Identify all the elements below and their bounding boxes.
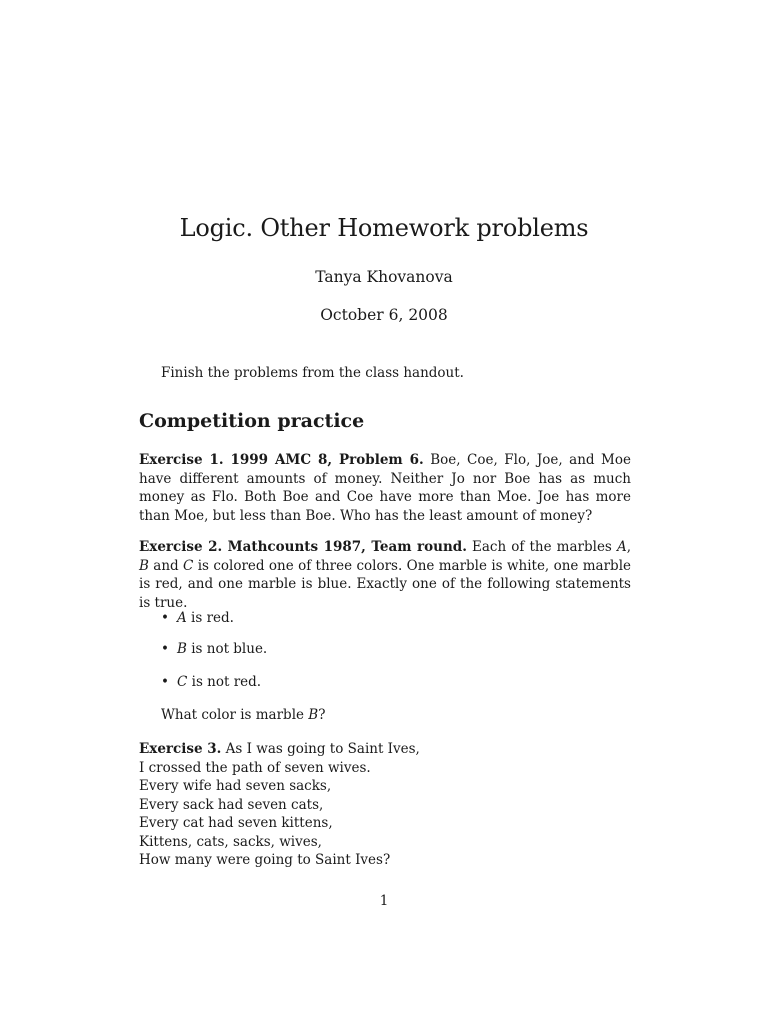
- exercise-2-text-c: and: [148, 557, 184, 574]
- section-heading: Competition practice: [139, 410, 365, 432]
- bullet-icon: •: [161, 610, 169, 626]
- bullet-text: is not red.: [187, 674, 262, 690]
- exercise-3: [139, 740, 420, 870]
- document-date: October 6, 2008: [320, 306, 448, 324]
- exercise-2-var-a: A: [616, 539, 627, 555]
- poem-line: Kittens, cats, sacks, wives,: [139, 833, 322, 850]
- bullet-var: C: [177, 674, 188, 690]
- exercise-2-var-b: B: [139, 557, 149, 574]
- exercise-1-label: Exercise 1. 1999 AMC 8, Problem 6.: [139, 452, 424, 468]
- question-text: What color is marble: [161, 707, 309, 723]
- bullet-item: [161, 610, 234, 626]
- exercise-2-label: Exercise 2. Mathcounts 1987, Team round.: [139, 539, 467, 555]
- question-var: B: [308, 707, 319, 723]
- intro-paragraph: Finish the problems from the class handout.: [161, 365, 464, 381]
- bullet-var: A: [177, 610, 187, 626]
- page-number: 1: [379, 893, 389, 909]
- bullet-text: is red.: [186, 610, 234, 626]
- poem-line: How many were going to Saint Ives?: [139, 852, 391, 868]
- document-title: Logic. Other Homework problems: [179, 214, 589, 242]
- bullet-item: [161, 641, 267, 657]
- exercise-2: [139, 538, 631, 612]
- poem-line: Every wife had seven sacks,: [139, 778, 332, 794]
- poem-line-text: As I was going to Saint Ives,: [221, 741, 420, 757]
- exercise-1: [139, 451, 631, 525]
- exercise-2-text-d: is colored one of three colors. One marble is white, one marble is red, and one marble is blue. Exactly one of the following statements is true.: [139, 557, 632, 611]
- bullet-item: [161, 674, 261, 690]
- bullet-icon: •: [161, 674, 169, 690]
- exercise-3-label: Exercise 3.: [139, 741, 222, 757]
- exercise-1-text: Boe, Coe, Flo, Joe, and Moe have different amounts of money. Neither Jo nor Boe has as much money as Flo. Both Boe and Coe have more than Moe. Joe has more than Moe, but less than Boe. Who has the least amount of money?: [139, 452, 631, 524]
- bullet-icon: •: [161, 641, 169, 657]
- exercise-2-var-c: C: [183, 557, 194, 574]
- exercise-2-text-b: ,: [626, 539, 631, 555]
- bullet-text: is not blue.: [186, 641, 268, 657]
- poem-line: Every cat had seven kittens,: [139, 815, 333, 831]
- poem-line: I crossed the path of seven wives.: [139, 759, 371, 776]
- poem-line: [139, 740, 420, 759]
- bullet-var: B: [177, 641, 187, 657]
- poem-line: Every sack had seven cats,: [139, 796, 324, 813]
- exercise-2-question: [161, 707, 325, 723]
- exercise-2-text-a: Each of the marbles: [466, 539, 617, 555]
- author-name: Tanya Khovanova: [315, 268, 453, 286]
- question-end: ?: [318, 707, 326, 723]
